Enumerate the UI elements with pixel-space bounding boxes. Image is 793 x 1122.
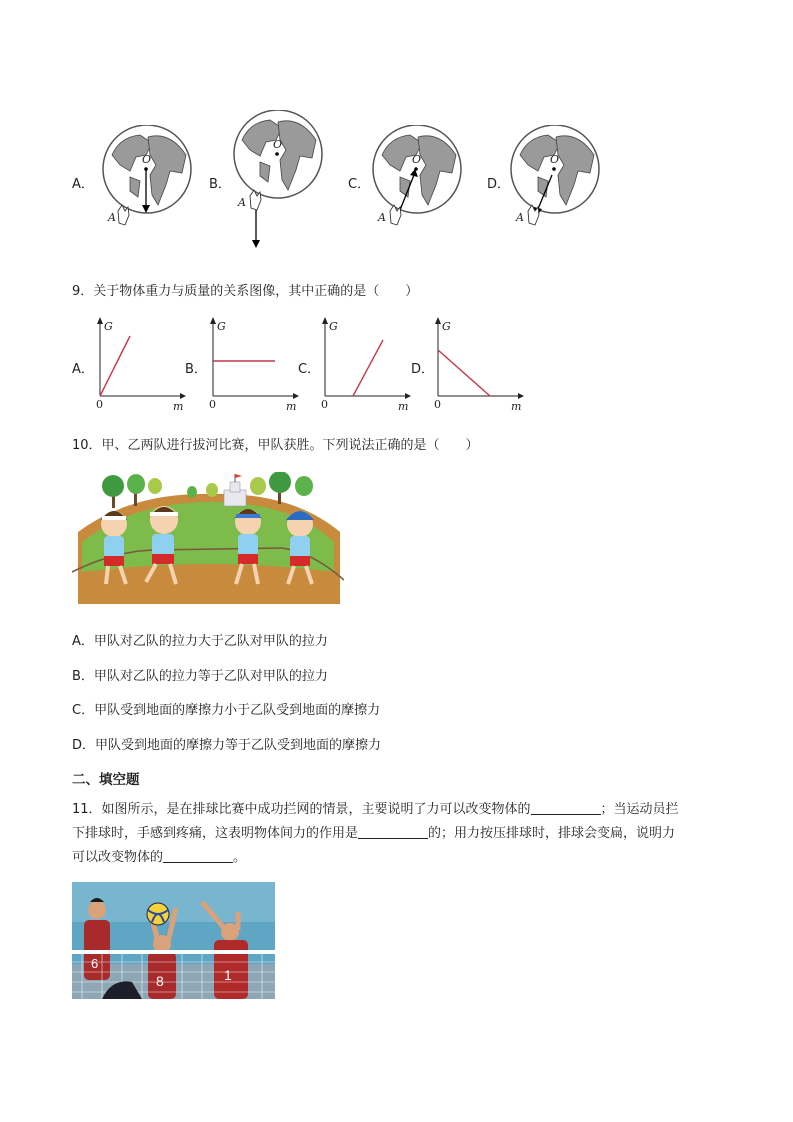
castle-icon xyxy=(224,474,246,506)
center-label: O xyxy=(273,138,283,151)
q11-volleyball-photo xyxy=(72,882,275,999)
jersey-number: 8 xyxy=(156,973,164,989)
q9-option-a-label: A． xyxy=(72,362,94,377)
point-label: A xyxy=(238,196,246,209)
q9-stem: 9．关于物体重力与质量的关系图像，其中正确的是（ ） xyxy=(72,284,419,299)
q10-option-a[interactable]: A．甲队对乙队的拉力大于乙队对甲队的拉力 xyxy=(72,634,328,649)
y-axis-label: G xyxy=(329,320,338,333)
q8-globe-d xyxy=(508,125,608,235)
center-label: O xyxy=(550,153,560,166)
q8-globe-c xyxy=(370,125,470,235)
q8-option-c-label: C． xyxy=(348,177,371,192)
q11-line2a: 下排球时，手感到疼痛，这表明物体间力的作用是 xyxy=(72,826,359,841)
graph-line xyxy=(353,340,383,396)
arrow-down-icon xyxy=(252,240,260,248)
q10-stem: 10．甲、乙两队进行拔河比赛，甲队获胜。下列说法正确的是（ ） xyxy=(72,438,479,453)
q8-globe-a xyxy=(100,125,200,235)
graph-line xyxy=(100,336,130,396)
person-icon xyxy=(250,190,261,210)
q11-blank-2[interactable] xyxy=(358,824,428,839)
q11-line2b: 的；用力按压排球时，排球会变扁，说明力 xyxy=(428,826,676,841)
x-axis-label: m xyxy=(398,400,409,412)
q9-graph-c xyxy=(317,316,412,412)
q10-option-c[interactable]: C．甲队受到地面的摩擦力小于乙队受到地面的摩擦力 xyxy=(72,703,381,718)
origin-label: 0 xyxy=(434,398,441,411)
q8-option-a-label: A． xyxy=(72,177,94,192)
center-label: O xyxy=(412,153,422,166)
jersey-number: 6 xyxy=(91,956,99,971)
q9-option-c-label: C． xyxy=(298,362,321,377)
origin-label: 0 xyxy=(96,398,103,411)
q11-text xyxy=(72,798,732,870)
jersey-number: 1 xyxy=(224,967,232,983)
person-icon xyxy=(118,205,129,225)
x-axis-label: m xyxy=(511,400,522,412)
point-label: A xyxy=(108,211,116,224)
point-label: A xyxy=(378,211,386,224)
q8-option-d-label: D． xyxy=(487,177,511,192)
q9-graph-d xyxy=(430,316,525,412)
q11-part2: ；当运动员拦 xyxy=(600,802,679,817)
origin-label: 0 xyxy=(209,398,216,411)
graph-line xyxy=(438,350,490,396)
q10-option-d[interactable]: D．甲队受到地面的摩擦力等于乙队受到地面的摩擦力 xyxy=(72,738,382,753)
origin-label: 0 xyxy=(321,398,328,411)
q11-line3a: 可以改变物体的 xyxy=(72,850,164,865)
q9-option-b-label: B． xyxy=(185,362,207,377)
q8-globe-b xyxy=(230,110,330,255)
q11-blank-3[interactable] xyxy=(163,848,233,863)
q10-option-b[interactable]: B．甲队对乙队的拉力等于乙队对甲队的拉力 xyxy=(72,669,328,684)
point-label: A xyxy=(516,211,524,224)
center-label: O xyxy=(142,153,152,166)
x-axis-label: m xyxy=(286,400,297,412)
q10-tug-of-war-illustration xyxy=(72,472,344,604)
volleyball-icon xyxy=(147,903,169,925)
person-icon xyxy=(390,205,401,225)
person-icon xyxy=(528,205,539,225)
y-axis-label: G xyxy=(217,320,226,333)
section-fill-in-title: 二、填空题 xyxy=(72,772,140,788)
q11-blank-1[interactable] xyxy=(531,800,601,815)
y-axis-label: G xyxy=(104,320,113,333)
q9-graph-a xyxy=(92,316,187,412)
y-axis-label: G xyxy=(442,320,451,333)
q11-part1: 11．如图所示，是在排球比赛中成功拦网的情景，主要说明了力可以改变物体的 xyxy=(72,802,531,817)
q9-option-d-label: D． xyxy=(411,362,435,377)
q9-graph-b xyxy=(205,316,300,412)
x-axis-label: m xyxy=(173,400,184,412)
q8-option-b-label: B． xyxy=(209,177,231,192)
q11-line3b: 。 xyxy=(233,850,247,865)
